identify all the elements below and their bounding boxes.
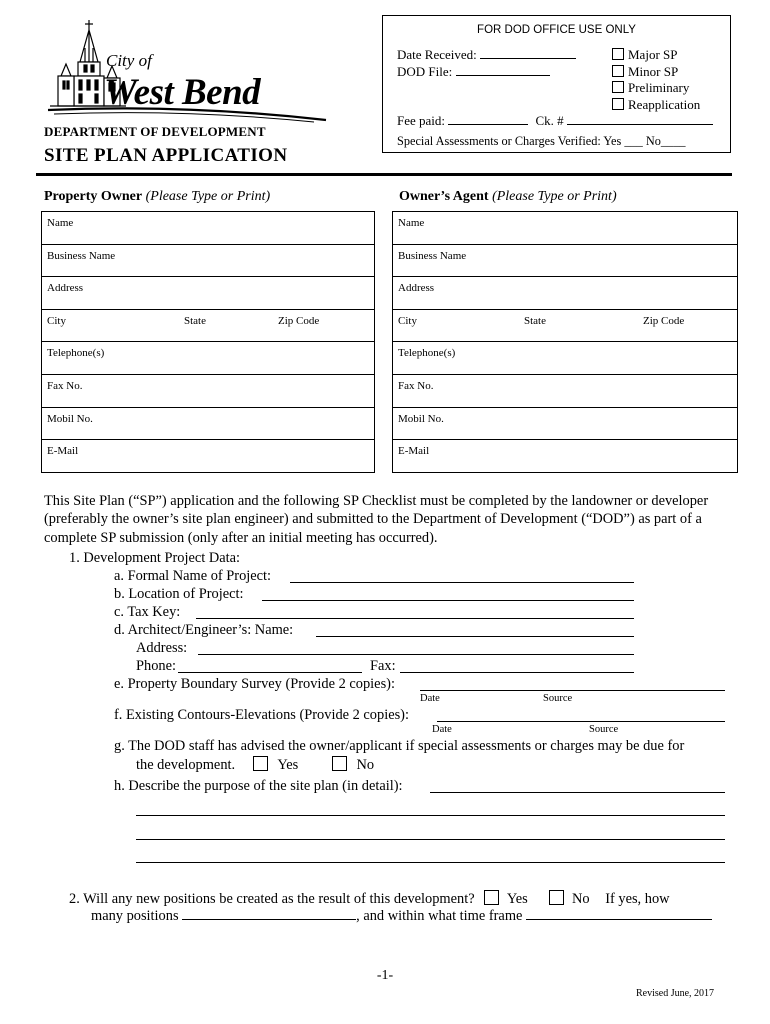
owner-address-field[interactable]	[42, 277, 375, 310]
positions-row	[91, 908, 712, 925]
owner-mobil-field[interactable]	[42, 407, 375, 440]
time-frame-label: , and within what time frame	[356, 908, 523, 924]
field-label: Address	[398, 282, 435, 295]
logo-west-bend: West Bend	[104, 72, 261, 113]
ck-field[interactable]	[567, 124, 713, 125]
field-label: City	[47, 314, 66, 327]
time-frame-field[interactable]	[526, 919, 712, 920]
advised-yes-checkbox[interactable]	[253, 756, 268, 771]
field-label: Mobil No.	[47, 412, 93, 425]
contours-source-caption: Source	[589, 724, 619, 735]
field-label: State	[524, 314, 546, 327]
dod-advised-text: the development.	[136, 757, 236, 773]
field-label: Telephone(s)	[47, 347, 105, 360]
ck-label: Ck. #	[535, 113, 564, 128]
intro-paragraph: This Site Plan (“SP”) application and the following SP Checklist must be completed by the landowner or developer (preferably the owner’s site plan engineer) and submitted to the Department of Development (“DOD”) as part of a complete SP submission (only after an initial meeting has occurred).	[44, 493, 709, 546]
field-label: Zip Code	[278, 314, 320, 327]
purpose-field-line-4[interactable]	[136, 862, 725, 863]
date-received-label: Date Received:	[397, 47, 477, 62]
dod-file-field[interactable]	[456, 75, 550, 76]
agent-info-table	[392, 211, 738, 473]
revised-date: Revised June, 2017	[636, 988, 715, 999]
field-label: E-Mail	[398, 445, 430, 458]
agent-telephone-field[interactable]	[393, 342, 738, 375]
project-location-label: b. Location of Project:	[114, 586, 244, 602]
form-title: SITE PLAN APPLICATION	[44, 145, 288, 166]
checkbox-icon[interactable]	[612, 48, 624, 60]
field-label: Fax No.	[398, 379, 434, 392]
option-label: Reapplication	[628, 96, 701, 112]
boundary-source-caption: Source	[543, 693, 573, 704]
property-owner-heading	[44, 189, 270, 205]
purpose-label: h. Describe the purpose of the site plan (in detail):	[114, 778, 403, 794]
architect-name-field[interactable]	[316, 636, 634, 637]
architect-phone-field[interactable]	[178, 672, 362, 673]
field-label: Name	[398, 217, 425, 229]
field-label: City	[398, 314, 417, 327]
agent-business-field[interactable]	[393, 244, 738, 277]
logo-city-of: City of	[106, 51, 152, 70]
boundary-date-caption: Date	[420, 693, 440, 704]
agent-email-field[interactable]	[393, 440, 738, 473]
option-label: Minor SP	[628, 63, 679, 79]
dod-office-header: FOR DOD OFFICE USE ONLY	[477, 24, 636, 36]
checkbox-icon[interactable]	[612, 98, 624, 110]
field-label: E-Mail	[47, 445, 79, 458]
agent-city-state-zip-field[interactable]	[393, 309, 738, 342]
agent-address-field[interactable]	[393, 277, 738, 310]
option-reapplication[interactable]	[612, 97, 700, 114]
field-label: Business Name	[398, 249, 467, 262]
owners-agent-heading	[399, 189, 617, 205]
tax-key-label: c. Tax Key:	[114, 604, 181, 620]
agent-mobil-field[interactable]	[393, 407, 738, 440]
owner-telephone-field[interactable]	[42, 342, 375, 375]
city-logo	[44, 18, 334, 126]
owner-business-field[interactable]	[42, 244, 375, 277]
architect-fax-label: Fax:	[370, 658, 396, 674]
field-label: Zip Code	[643, 314, 685, 327]
section1-title: 1. Development Project Data:	[69, 550, 241, 566]
checkbox-icon[interactable]	[612, 81, 624, 93]
option-minor-sp[interactable]	[612, 64, 700, 81]
project-name-label: a. Formal Name of Project:	[114, 568, 272, 584]
field-label: Fax No.	[47, 379, 83, 392]
date-received-row	[397, 47, 576, 63]
date-received-field[interactable]	[480, 58, 576, 59]
agent-note: (Please Type or Print)	[492, 189, 617, 204]
header-divider	[36, 173, 732, 176]
boundary-survey-label: e. Property Boundary Survey (Provide 2 copies):	[114, 676, 395, 692]
architect-fax-field[interactable]	[400, 672, 634, 673]
tax-key-field[interactable]	[196, 618, 634, 619]
agent-title: Owner’s Agent	[399, 189, 489, 204]
boundary-survey-field[interactable]	[420, 690, 725, 691]
purpose-field-line-2[interactable]	[136, 815, 725, 816]
project-location-field[interactable]	[262, 600, 634, 601]
field-label: State	[184, 314, 206, 327]
purpose-field-line-3[interactable]	[136, 839, 725, 840]
dod-file-label: DOD File:	[397, 64, 453, 79]
positions-yes-checkbox[interactable]	[484, 890, 499, 905]
positions-no-label: No	[571, 891, 590, 907]
contours-field[interactable]	[437, 721, 725, 722]
architect-address-field[interactable]	[198, 654, 634, 655]
positions-label: many positions	[91, 908, 179, 924]
field-label: Business Name	[47, 249, 116, 262]
field-label: Telephone(s)	[398, 347, 456, 360]
special-assessments-row: Special Assessments or Charges Verified: Yes ___ No____	[397, 134, 686, 148]
contours-date-caption: Date	[432, 724, 452, 735]
agent-fax-field[interactable]	[393, 374, 738, 407]
project-name-field[interactable]	[290, 582, 634, 583]
fee-paid-field[interactable]	[448, 124, 528, 125]
architect-address-label: Address:	[136, 640, 188, 656]
department-heading: DEPARTMENT OF DEVELOPMENT	[44, 124, 266, 139]
sp-type-options	[612, 47, 700, 113]
contours-label: f. Existing Contours-Elevations (Provide 2 copies):	[114, 707, 409, 723]
positions-if-yes: If yes, how	[605, 891, 670, 907]
owner-title: Property Owner	[44, 189, 143, 204]
owner-info-table	[41, 211, 375, 473]
purpose-field-line-1[interactable]	[430, 792, 725, 793]
section2-question: 2. Will any new positions be created as the result of this development?	[69, 891, 475, 907]
dod-office-box	[382, 15, 731, 153]
advised-no-label: No	[356, 757, 375, 773]
owner-fax-field[interactable]	[42, 374, 375, 407]
checkbox-icon[interactable]	[612, 65, 624, 77]
positions-no-checkbox[interactable]	[549, 890, 564, 905]
positions-yes-label: Yes	[506, 891, 528, 907]
advised-no-checkbox[interactable]	[332, 756, 347, 771]
field-label: Mobil No.	[398, 412, 444, 425]
option-major-sp[interactable]	[612, 47, 700, 64]
fee-paid-label: Fee paid:	[397, 113, 446, 128]
owner-email-field[interactable]	[42, 440, 375, 473]
owner-city-state-zip-field[interactable]	[42, 309, 375, 342]
dod-file-row	[397, 64, 550, 80]
advised-yes-label: Yes	[277, 757, 299, 773]
architect-phone-label: Phone:	[136, 658, 176, 674]
positions-count-field[interactable]	[182, 919, 356, 920]
section2-row	[69, 890, 670, 908]
owner-name-field[interactable]	[42, 212, 375, 245]
field-label: Name	[47, 217, 74, 229]
dod-advised-label: g. The DOD staff has advised the owner/applicant if special assessments or charges may be due for	[114, 738, 685, 754]
architect-name-label: d. Architect/Engineer’s: Name:	[114, 622, 294, 638]
field-label: Address	[47, 282, 84, 295]
dod-advised-row	[136, 756, 374, 774]
agent-name-field[interactable]	[393, 212, 738, 245]
fee-paid-row	[397, 113, 713, 129]
option-label: Preliminary	[628, 80, 690, 95]
owner-note: (Please Type or Print)	[145, 189, 271, 204]
page-number: -1-	[376, 968, 394, 983]
option-label: Major SP	[628, 47, 678, 62]
option-preliminary[interactable]	[612, 80, 700, 97]
